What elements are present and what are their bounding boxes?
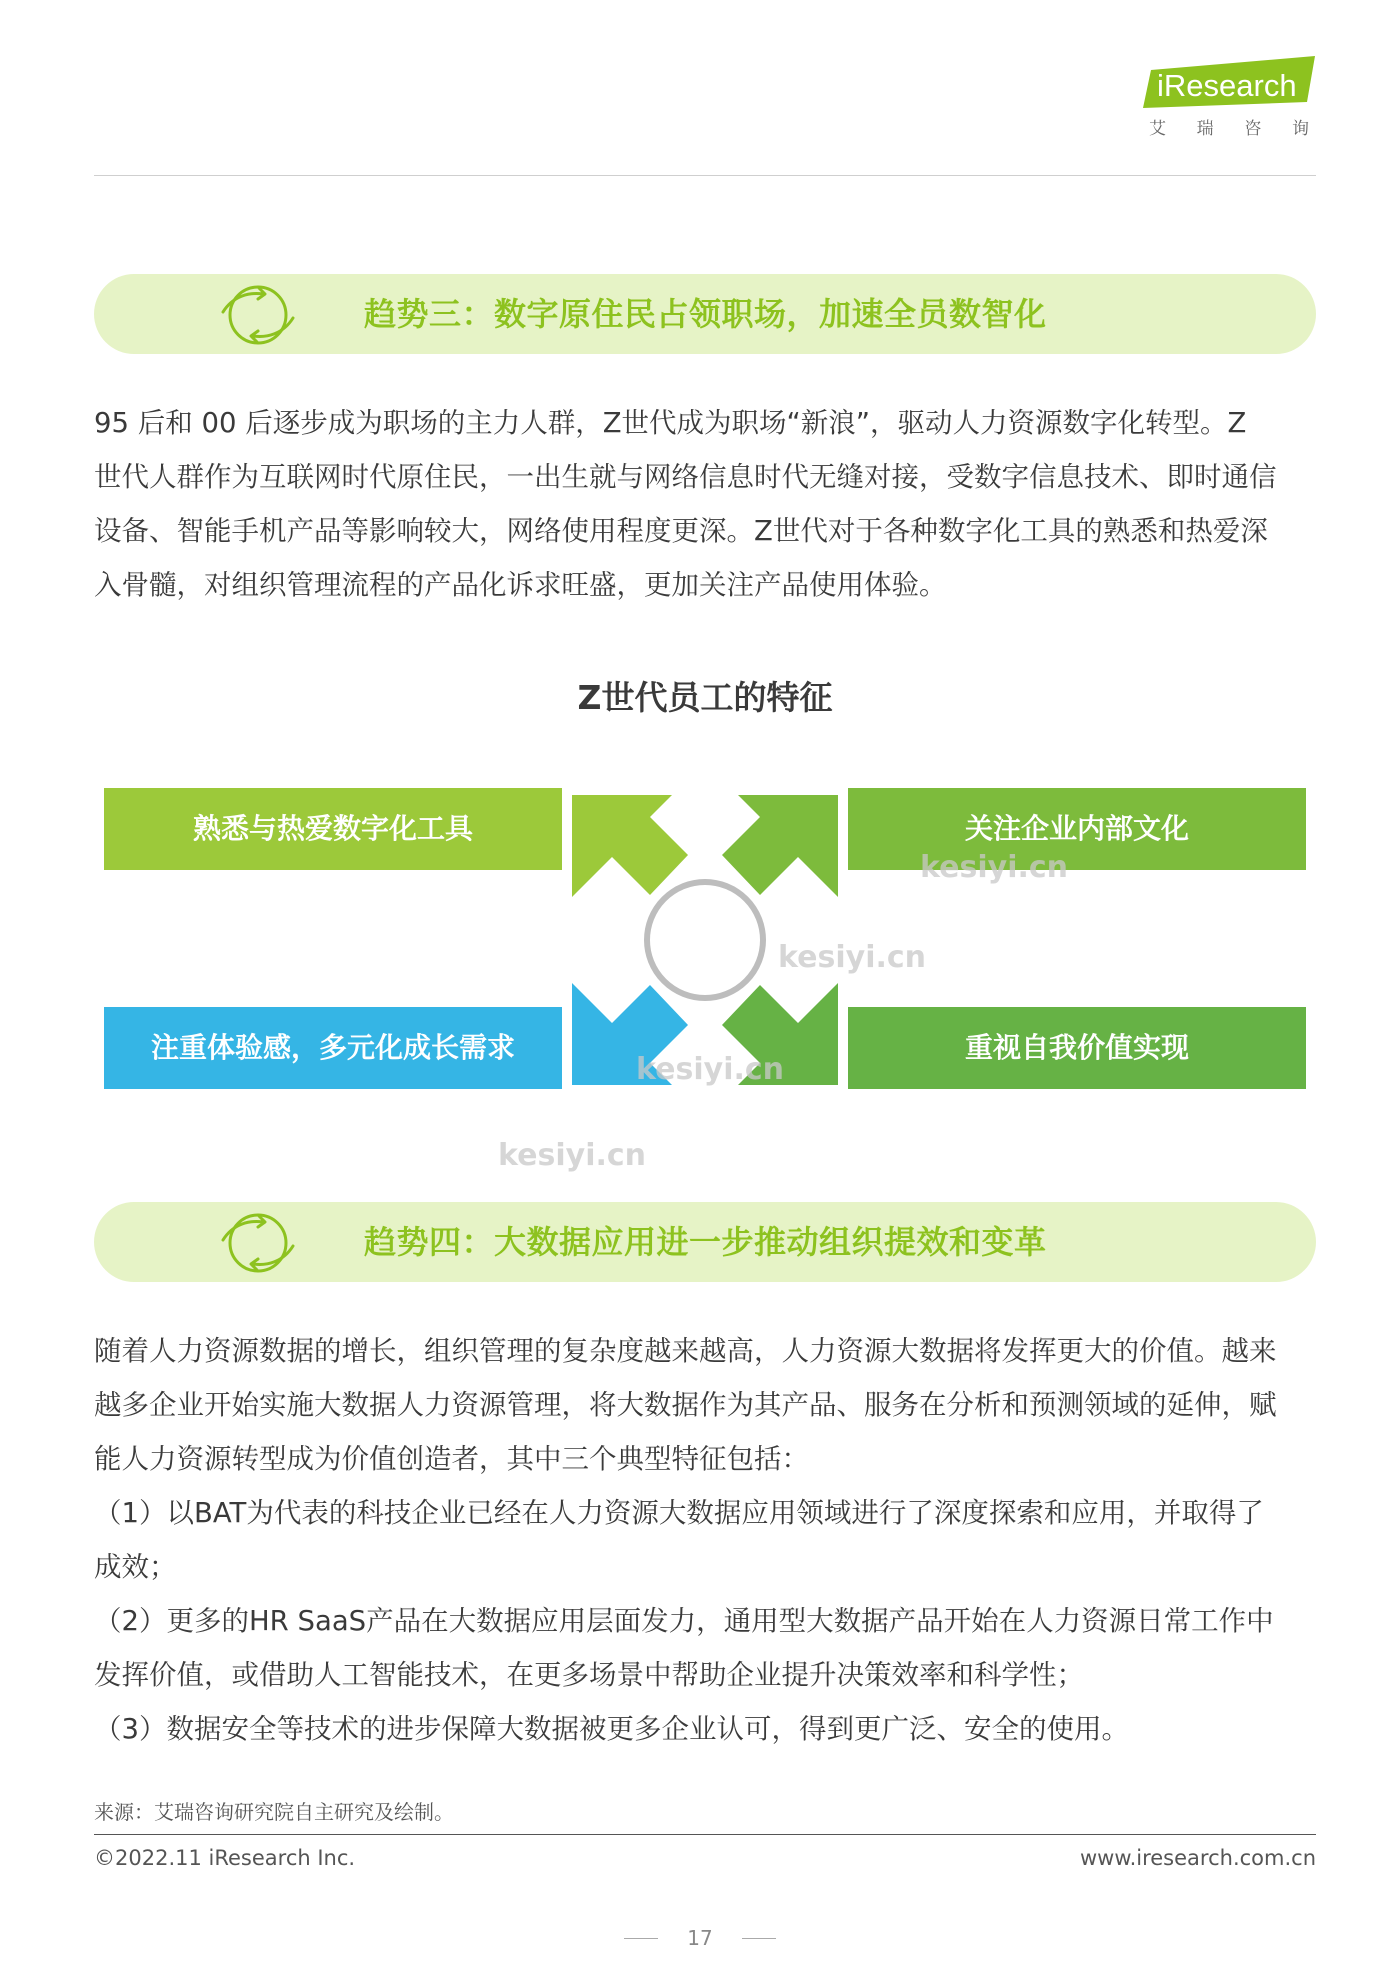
paragraph-line: 95 后和 00 后逐步成为职场的主力人群，Z世代成为职场“新浪”，驱动人力资源数字化转型。Z [94, 407, 1247, 439]
rotate-arrows-icon [219, 276, 297, 354]
logo-cn-char: 询 [1291, 119, 1309, 139]
section3-paragraph [94, 396, 1316, 612]
feature-label: 注重体验感，多元化成长需求 [104, 1007, 562, 1089]
page-number: 17 [687, 1926, 713, 1950]
paragraph-line: 随着人力资源数据的增长，组织管理的复杂度越来越高，人力资源大数据将发挥更大的价值。越来 [94, 1335, 1277, 1367]
section4-paragraph [94, 1324, 1316, 1756]
feature-label: 重视自我价值实现 [848, 1007, 1306, 1089]
paragraph-line: （2）更多的HR SaaS产品在大数据应用层面发力，通用型大数据产品开始在人力资源日常工作中 [94, 1605, 1274, 1637]
center-circle [647, 882, 763, 998]
logo-cn-text [1143, 114, 1315, 139]
logo-cn-char: 瑞 [1196, 119, 1214, 139]
paragraph-line: 发挥价值，或借助人工智能技术，在更多场景中帮助企业提升决策效率和科学性； [94, 1659, 1084, 1691]
feature-box-bottom-right [848, 1007, 1306, 1089]
iresearch-logo [1143, 56, 1315, 140]
feature-box-top-left [104, 788, 562, 870]
paragraph-line: 入骨髓，对组织管理流程的产品化诉求旺盛，更加关注产品使用体验。 [94, 569, 947, 601]
arrow-up-left-icon [572, 795, 688, 897]
paragraph-line: （1）以BAT为代表的科技企业已经在人力资源大数据应用领域进行了深度探索和应用，并取得了 [94, 1497, 1264, 1529]
page-number-dash [742, 1938, 776, 1939]
logo-cn-char: 艾 [1149, 119, 1166, 139]
paragraph-line: 设备、智能手机产品等影响较大，网络使用程度更深。Z世代对于各种数字化工具的熟悉和热爱深 [94, 515, 1268, 547]
arrow-up-right-icon [722, 795, 838, 897]
logo-cn-char: 咨 [1244, 119, 1262, 139]
paragraph-line: 成效； [94, 1551, 177, 1583]
section3-banner [94, 274, 1316, 354]
header-divider [94, 175, 1316, 176]
paragraph-line: 世代人群作为互联网时代原住民，一出生就与网络信息时代无缝对接，受数字信息技术、即时通信 [94, 461, 1277, 493]
logo-wordmark: iResearch [1157, 68, 1297, 103]
copyright: ©2022.11 iResearch Inc. [94, 1846, 356, 1870]
paragraph-line: （3）数据安全等技术的进步保障大数据被更多企业认可，得到更广泛、安全的使用。 [94, 1713, 1129, 1745]
section4-title: 趋势四：大数据应用进一步推动组织提效和变革 [364, 1223, 1047, 1261]
feature-label: 关注企业内部文化 [848, 788, 1306, 870]
feature-label: 熟悉与热爱数字化工具 [104, 788, 562, 870]
section3-title: 趋势三：数字原住民占领职场，加速全员数智化 [364, 295, 1047, 333]
source-note: 来源：艾瑞咨询研究院自主研究及绘制。 [94, 1800, 454, 1824]
watermark: kesiyi.cn [636, 1052, 785, 1087]
website-link[interactable]: www.iresearch.com.cn [1079, 1846, 1316, 1870]
feature-box-top-right [848, 788, 1306, 870]
figure-title: Z世代员工的特征 [577, 678, 833, 717]
paragraph-line: 能人力资源转型成为价值创造者，其中三个典型特征包括： [94, 1443, 809, 1475]
paragraph-line: 越多企业开始实施大数据人力资源管理，将大数据作为其产品、服务在分析和预测领域的延伸，赋 [94, 1389, 1277, 1421]
watermark: kesiyi.cn [920, 850, 1069, 885]
watermark: kesiyi.cn [498, 1138, 647, 1173]
rotate-arrows-icon [219, 1204, 297, 1282]
section4-banner [94, 1202, 1316, 1282]
footer-divider [94, 1834, 1316, 1835]
watermark: kesiyi.cn [778, 940, 927, 975]
feature-box-bottom-left [104, 1007, 562, 1089]
